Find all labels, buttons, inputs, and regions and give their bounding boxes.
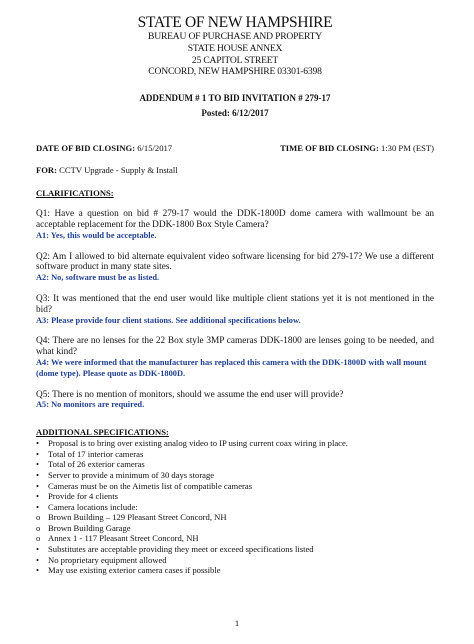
question-text: Q1: Have a question on bid # 279-17 would the DDK-1800D dome camera with wallmount be an acceptable replacement for the DDK-1800 Box Style Camera? xyxy=(36,209,434,230)
answer-text: A4: We were informed that the manufacturer has replaced this camera with the DDK-1800D with wall mount (dome type). Please quote as DDK-1800D. xyxy=(36,357,427,378)
clarifications-heading: CLARIFICATIONS: xyxy=(36,188,114,199)
list-item xyxy=(36,459,434,470)
list-item xyxy=(36,565,434,576)
list-item xyxy=(36,470,434,481)
for-value: CCTV Upgrade - Supply & Install xyxy=(57,165,178,176)
list-item xyxy=(36,523,434,534)
question-text: Q2: Am I allowed to bid alternate equivalent video software licensing for bid 279-17? We use a different software product in many state sites. xyxy=(36,251,434,273)
state-title: STATE OF NEW HAMPSHIRE xyxy=(137,14,333,31)
list-item-text: Camera locations include: xyxy=(48,501,138,512)
list-item-text: May use existing exterior camera cases if possible xyxy=(48,565,221,576)
circle-bullet-icon: o xyxy=(36,522,41,533)
list-item-text: Brown Building – 129 Pleasant Street Concord, NH xyxy=(48,512,227,523)
specifications-list xyxy=(36,438,434,576)
answer-text: A2: No, software must be as listed. xyxy=(36,273,160,283)
answer-text: A5: No monitors are required. xyxy=(36,400,145,410)
list-item xyxy=(36,449,434,460)
answer-text: A1: Yes, this would be acceptable. xyxy=(36,230,157,240)
annex-line: STATE HOUSE ANNEX xyxy=(187,42,283,54)
list-item-text: Proposal is to bring over existing analog video to IP using current coax wiring in place. xyxy=(48,438,348,449)
document-page xyxy=(0,14,474,644)
list-item-text: Provide for 4 clients xyxy=(48,491,118,502)
closing-time-value: 1:30 PM (EST) xyxy=(378,143,434,154)
list-item xyxy=(36,555,434,566)
list-item xyxy=(36,502,434,513)
bullet-icon: • xyxy=(36,438,40,449)
bullet-icon: • xyxy=(36,501,40,512)
circle-bullet-icon: o xyxy=(36,512,41,523)
list-item-text: Brown Building Garage xyxy=(48,522,131,533)
list-item-text: Total of 17 interior cameras xyxy=(48,448,144,459)
bullet-icon: • xyxy=(36,469,40,480)
closing-time-label: TIME OF BID CLOSING: xyxy=(280,143,379,154)
letterhead xyxy=(36,14,434,119)
qa-item xyxy=(36,336,434,379)
list-item xyxy=(36,438,434,449)
closing-date-label: DATE OF BID CLOSING: xyxy=(36,143,136,154)
list-item xyxy=(36,491,434,502)
circle-bullet-icon: o xyxy=(36,533,41,544)
for-line xyxy=(36,165,434,176)
list-item-text: Total of 26 exterior cameras xyxy=(48,459,145,470)
bullet-icon: • xyxy=(36,459,40,470)
question-text: Q4: There are no lenses for the 22 Box style 3MP cameras DDK-1800 are lenses going to be needed, and what kind? xyxy=(36,336,434,358)
list-item xyxy=(36,512,434,523)
list-item-text: Annex 1 - 117 Pleasant Street Concord, NH xyxy=(48,533,199,544)
list-item xyxy=(36,544,434,555)
closing-date-value: 6/15/2017 xyxy=(135,143,173,154)
qa-item xyxy=(36,252,434,284)
for-label: FOR: xyxy=(36,165,58,176)
qa-item xyxy=(36,209,434,241)
list-item-text: Server to provide a minimum of 30 days storage xyxy=(48,469,215,480)
bullet-icon: • xyxy=(36,480,40,491)
addendum-heading: ADDENDUM # 1 TO BID INVITATION # 279-17 xyxy=(139,93,331,104)
bullet-icon: • xyxy=(36,554,40,565)
bullet-icon: • xyxy=(36,565,40,576)
closing-date xyxy=(36,143,172,154)
bullet-icon: • xyxy=(36,448,40,459)
answer-text: A3: Please provide four client stations. See additional specifications below. xyxy=(36,315,301,325)
question-text: Q3: It was mentioned that the end user would like multiple client stations yet it is not mentioned in the bid? xyxy=(36,293,434,315)
qa-item xyxy=(36,390,434,412)
posted-date: Posted: 6/12/2017 xyxy=(201,108,269,119)
page-number: 1 xyxy=(234,618,240,628)
question-text: Q5: There is no mention of monitors, should we assume the end user will provide? xyxy=(36,389,344,400)
city-line: CONCORD, NEW HAMPSHIRE 03301-6398 xyxy=(148,66,322,78)
bureau-line: BUREAU OF PURCHASE AND PROPERTY xyxy=(148,31,322,42)
closing-time xyxy=(280,143,434,154)
closing-info xyxy=(36,143,434,154)
specifications-heading: ADDITIONAL SPECIFICATIONS: xyxy=(36,427,169,438)
bullet-icon: • xyxy=(36,491,40,502)
list-item xyxy=(36,533,434,544)
street-line: 25 CAPITOL STREET xyxy=(191,54,279,66)
list-item-text: Substitutes are acceptable providing they meet or exceed specifications listed xyxy=(48,544,314,555)
list-item xyxy=(36,481,434,492)
list-item-text: Cameras must be on the Aimetis list of compatible cameras xyxy=(48,480,253,491)
list-item-text: No proprietary equipment allowed xyxy=(48,554,167,565)
qa-item xyxy=(36,294,434,326)
bullet-icon: • xyxy=(36,544,40,555)
